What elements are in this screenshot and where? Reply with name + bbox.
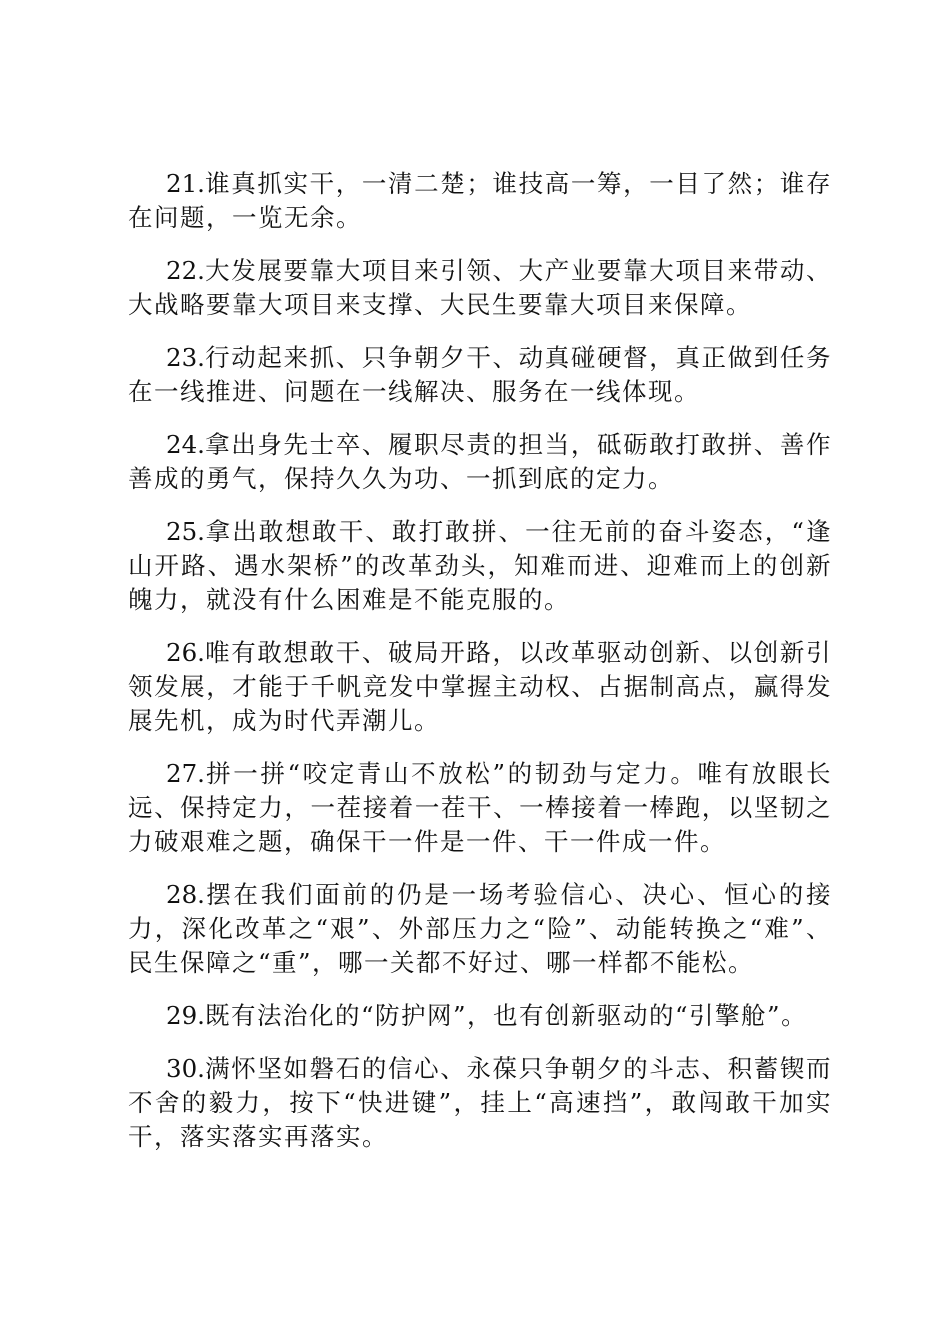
paragraph-text: 唯有敢想敢干、破局开路，以改革驱动创新、以创新引领发展，才能于千帆竞发中掌握主动权、占据制高点，赢得发展先机，成为时代弄潮儿。: [128, 638, 832, 735]
paragraph-number: 29.: [166, 1001, 205, 1030]
paragraph-text: 拼一拼“咬定青山不放松”的韧劲与定力。唯有放眼长远、保持定力，一茬接着一茬干、一棒接着一棒跑，以坚韧之力破艰难之题，确保干一件是一件、干一件成一件。: [128, 759, 832, 856]
paragraph-number: 26.: [166, 638, 205, 667]
paragraph-28: [128, 878, 832, 980]
paragraph-text: 满怀坚如磐石的信心、永葆只争朝夕的斗志、积蓄锲而不舍的毅力，按下“快进键”，挂上“高速挡”，敢闯敢干加实干，落实落实再落实。: [128, 1054, 832, 1151]
paragraph-text: 拿出身先士卒、履职尽责的担当，砥砺敢打敢拼、善作善成的勇气，保持久久为功、一抓到底的定力。: [128, 430, 832, 493]
paragraph-number: 24.: [166, 430, 205, 459]
paragraph-number: 25.: [166, 517, 205, 546]
paragraph-25: [128, 515, 832, 617]
paragraph-text: 谁真抓实干，一清二楚；谁技高一筹，一目了然；谁存在问题，一览无余。: [128, 169, 832, 232]
paragraph-21: [128, 167, 832, 235]
paragraph-text: 拿出敢想敢干、敢打敢拼、一往无前的奋斗姿态，“逢山开路、遇水架桥”的改革劲头，知难而进、迎难而上的创新魄力，就没有什么困难是不能克服的。: [128, 517, 832, 614]
paragraph-text: 行动起来抓、只争朝夕干、动真碰硬督，真正做到任务在一线推进、问题在一线解决、服务在一线体现。: [128, 343, 832, 406]
paragraph-number: 23.: [166, 343, 205, 372]
paragraph-24: [128, 428, 832, 496]
paragraph-27: [128, 757, 832, 859]
paragraph-number: 21.: [166, 169, 205, 198]
paragraph-number: 22.: [166, 256, 205, 285]
paragraph-text: 大发展要靠大项目来引领、大产业要靠大项目来带动、大战略要靠大项目来支撑、大民生要靠大项目来保障。: [128, 256, 832, 319]
document-body: [128, 167, 832, 1173]
paragraph-number: 30.: [166, 1054, 205, 1083]
paragraph-number: 27.: [166, 759, 205, 788]
paragraph-text: 摆在我们面前的仍是一场考验信心、决心、恒心的接力，深化改革之“艰”、外部压力之“险”、动能转换之“难”、民生保障之“重”，哪一关都不好过、哪一样都不能松。: [128, 880, 832, 977]
paragraph-22: [128, 254, 832, 322]
paragraph-30: [128, 1052, 832, 1154]
paragraph-number: 28.: [166, 880, 205, 909]
paragraph-29: [128, 999, 832, 1033]
paragraph-26: [128, 636, 832, 738]
paragraph-23: [128, 341, 832, 409]
paragraph-text: 既有法治化的“防护网”，也有创新驱动的“引擎舱”。: [204, 1001, 808, 1030]
